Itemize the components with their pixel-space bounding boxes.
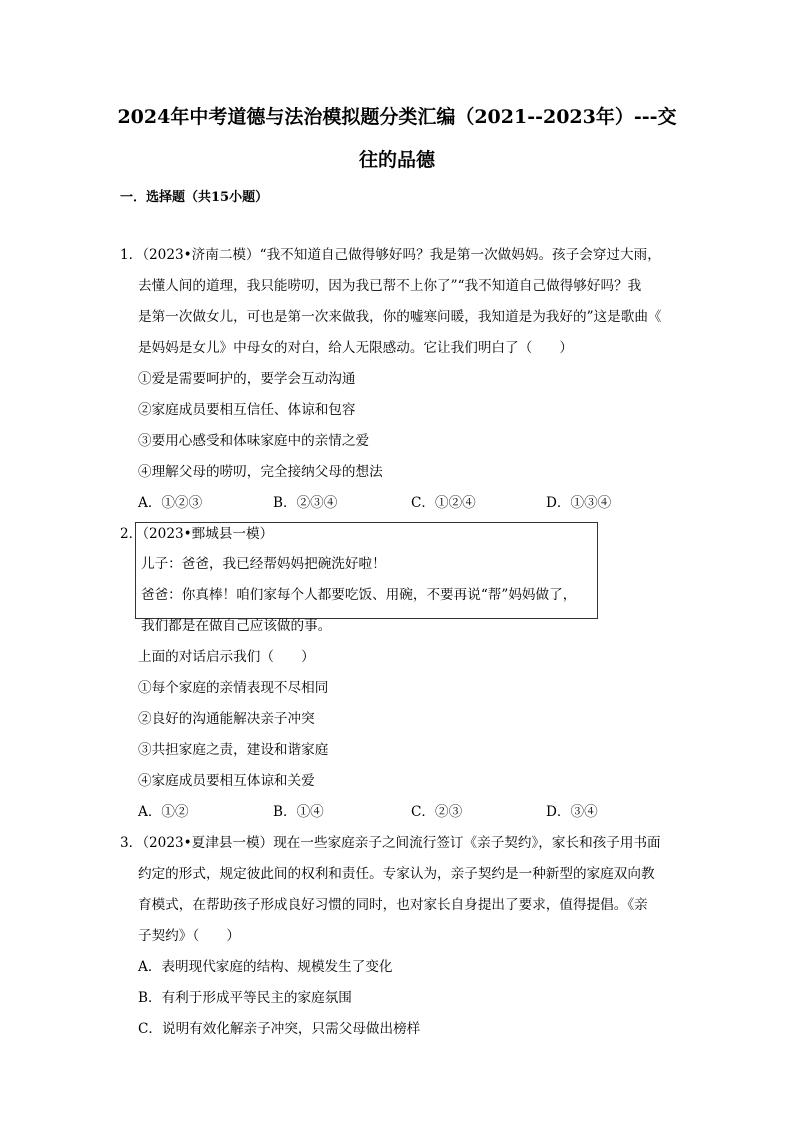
title-line-2: 往的品德 bbox=[358, 149, 435, 171]
q2-choice-b[interactable]: B．①④ bbox=[273, 804, 324, 820]
q2-dialog-line-1: 儿子：爸爸，我已经帮妈妈把碗洗好啦！ bbox=[141, 556, 386, 572]
q2-dialog-line-3: 我们都是在做自己应该做的事。 bbox=[141, 618, 332, 634]
q1-stem-line-3: 是第一次做女儿，可也是第一次来做我，你的嘘寒问暖，我知道是为我好的”这是歌曲《 bbox=[138, 309, 662, 325]
q1-choices bbox=[138, 493, 658, 513]
q1-choice-c[interactable]: C．①②④ bbox=[411, 495, 476, 511]
q3-stem-line-4: 子契约》（ ） bbox=[138, 928, 240, 944]
q1-choice-a[interactable]: A．①②③ bbox=[138, 495, 203, 511]
q2-dialog-line-2: 爸爸：你真棒！咱们家每个人都要吃饭、用碗，不要再说“帮”妈妈做了， bbox=[141, 587, 577, 603]
q2-choice-a[interactable]: A．①② bbox=[138, 804, 189, 820]
q1-option-1: ①爱是需要呵护的，要学会互动沟通 bbox=[138, 371, 356, 387]
q1-stem-line-1: 1．（2023•济南二模）“我不知道自己做得够好吗？我是第一次做妈妈。孩子会穿过大雨， bbox=[120, 247, 661, 263]
q1-choice-d[interactable]: D．①③④ bbox=[546, 495, 612, 511]
q1-option-2: ②家庭成员要相互信任、体谅和包容 bbox=[138, 402, 356, 418]
q2-choices bbox=[138, 802, 658, 822]
q3-choice-b[interactable]: B．有利于形成平等民主的家庭氛围 bbox=[138, 990, 352, 1006]
q3-choice-a[interactable]: A．表明现代家庭的结构、规模发生了变化 bbox=[138, 959, 393, 975]
q2-option-3: ③共担家庭之责，建设和谐家庭 bbox=[138, 742, 329, 758]
q1-stem-line-4: 是妈妈是女儿》中母女的对白，给人无限感动。它让我们明白了（ ） bbox=[138, 340, 573, 356]
document-title bbox=[100, 96, 694, 182]
q2-option-2: ②良好的沟通能解决亲子冲突 bbox=[138, 711, 315, 727]
q2-header: 2．（2023•鄄城县一模） bbox=[120, 526, 274, 542]
q2-option-4: ④家庭成员要相互体谅和关爱 bbox=[138, 773, 315, 789]
q3-stem-line-2: 约定的形式，规定彼此间的权利和责任。专家认为，亲子契约是一种新型的家庭双向教 bbox=[138, 866, 655, 882]
q2-choice-d[interactable]: D．③④ bbox=[546, 804, 598, 820]
q2-option-1: ①每个家庭的亲情表现不尽相同 bbox=[138, 680, 329, 696]
title-line-1: 2024年中考道德与法治模拟题分类汇编（2021--2023年）---交 bbox=[117, 106, 677, 128]
q2-stem: 上面的对话启示我们（ ） bbox=[138, 649, 315, 665]
q1-stem-line-2: 去懂人间的道理，我只能唠叨，因为我已帮不上你了”“我不知道自己做得够好吗？我 bbox=[138, 278, 642, 294]
q3-stem-line-3: 育模式，在帮助孩子形成良好习惯的同时，也对家长自身提出了要求，值得提倡。《亲 bbox=[138, 897, 648, 913]
q3-choice-c[interactable]: C．说明有效化解亲子冲突，只需父母做出榜样 bbox=[138, 1021, 421, 1037]
q1-option-4: ④理解父母的唠叨，完全接纳父母的想法 bbox=[138, 464, 383, 480]
q1-option-3: ③要用心感受和体味家庭中的亲情之爱 bbox=[138, 433, 370, 449]
q3-stem-line-1: 3．（2023•夏津县一模）现在一些家庭亲子之间流行签订《亲子契约》，家长和孩子用书面 bbox=[120, 835, 661, 851]
q1-choice-b[interactable]: B．②③④ bbox=[273, 495, 338, 511]
section-heading: 一．选择题（共15小题） bbox=[120, 190, 269, 205]
q2-choice-c[interactable]: C．②③ bbox=[411, 804, 463, 820]
